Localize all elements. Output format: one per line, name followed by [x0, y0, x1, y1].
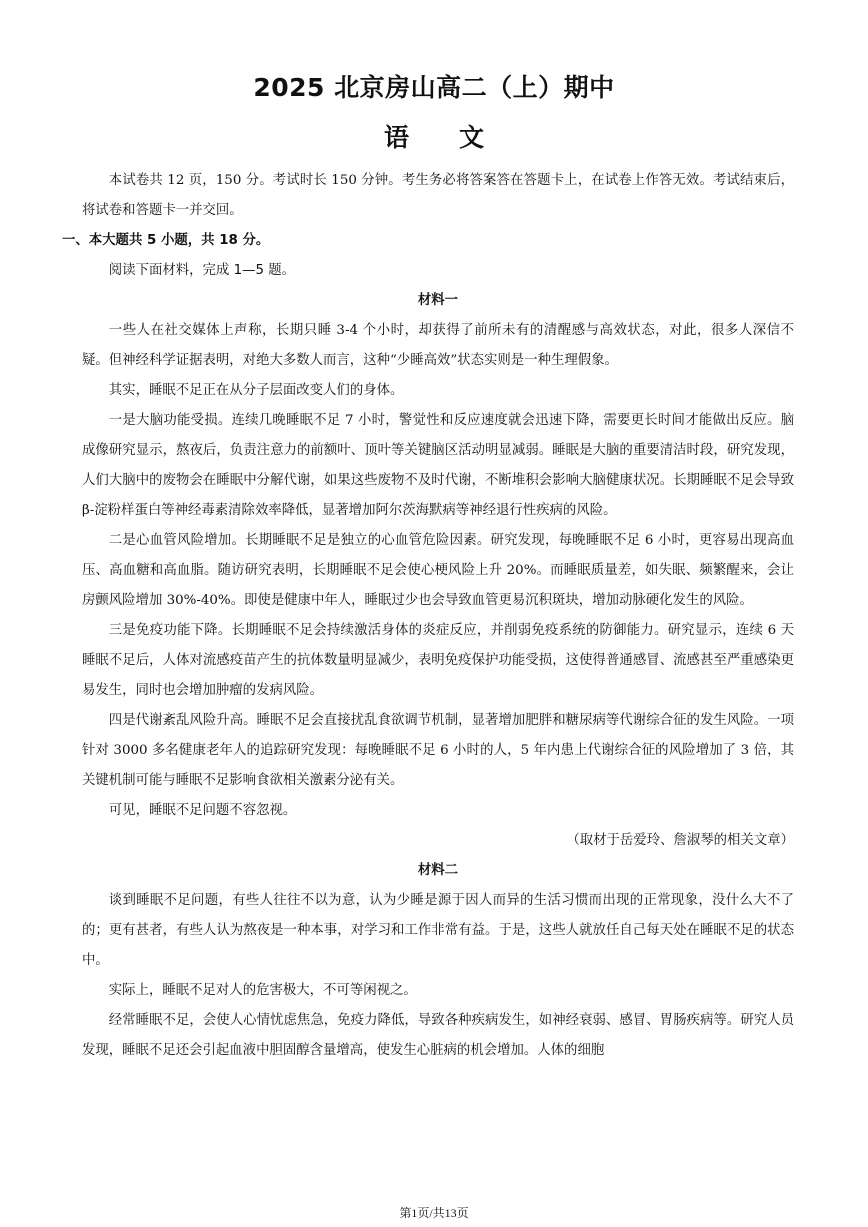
- material-2-title: 材料二: [417, 863, 459, 878]
- section-instruction: 阅读下面材料，完成 1—5 题。: [108, 263, 296, 278]
- material-1-paragraph: 可见，睡眠不足问题不容忽视。: [108, 803, 297, 818]
- material-1-paragraph: 一是大脑功能受损。连续几晚睡眠不足 7 小时，警觉性和反应速度就会迅速下降，需要更长时间才能做出反应。脑成像研究显示，熬夜后，负责注意力的前额叶、顶叶等关键脑区活动明显减弱。睡眠是大脑的重要清洁时段，研究发现，人们大脑中的废物会在睡眠中分解代谢，如果这些废物不及时代谢，不断堆积会影响大脑健康状况。长期睡眠不足会导致β-淀粉样蛋白等神经毒素清除效率降低，显著增加阿尔茨海默病等神经退行性疾病的风险。: [82, 413, 794, 518]
- exam-title: 2025 北京房山高二（上）期中: [253, 73, 615, 102]
- subject-title: 语文: [383, 123, 534, 152]
- material-2-paragraph: 经常睡眠不足，会使人心情忧虑焦急，免疫力降低，导致各种疾病发生，如神经衰弱、感冒、胃肠疾病等。研究人员发现，睡眠不足还会引起血液中胆固醇含量增高，使发生心脏病的机会增加。人体的细胞: [82, 1013, 794, 1058]
- page-number: 第1页/共13页: [399, 1206, 469, 1220]
- material-2-paragraph: 实际上，睡眠不足对人的危害极大，不可等闲视之。: [108, 983, 417, 998]
- section-heading: 一、本大题共 5 小题，共 18 分。: [62, 233, 270, 248]
- material-1-paragraph: 其实，睡眠不足正在从分子层面改变人们的身体。: [108, 383, 404, 398]
- exam-body: [62, 166, 794, 1066]
- material-1-source: （取材于岳爱玲、詹淑琴的相关文章）: [566, 833, 794, 848]
- material-1-paragraph: 三是免疫功能下降。长期睡眠不足会持续激活身体的炎症反应，并削弱免疫系统的防御能力。研究显示，连续 6 天睡眠不足后，人体对流感疫苗产生的抗体数量明显减少，表明免疫保护功能受损，这使得普通感冒、流感甚至严重感染更易发生，同时也会增加肿瘤的发病风险。: [82, 623, 794, 698]
- material-1-paragraph: 一些人在社交媒体上声称，长期只睡 3-4 个小时，却获得了前所未有的清醒感与高效状态，对此，很多人深信不疑。但神经科学证据表明，对绝大多数人而言，这种“少睡高效”状态实则是一种生理假象。: [82, 323, 794, 368]
- material-1-paragraph: 二是心血管风险增加。长期睡眠不足是独立的心血管危险因素。研究发现，每晚睡眠不足 6 小时，更容易出现高血压、高血糖和高血脂。随访研究表明，长期睡眠不足会使心梗风险上升 20%。而睡眠质量差，如失眠、频繁醒来，会让房颤风险增加 30%-40%。即使是健康中年人，睡眠过少也会导致血管更易沉积斑块，增加动脉硬化发生的风险。: [82, 533, 794, 608]
- material-1-title: 材料一: [417, 293, 459, 308]
- material-2-paragraph: 谈到睡眠不足问题，有些人往往不以为意，认为少睡是源于因人而异的生活习惯而出现的正常现象，没什么大不了的；更有甚者，有些人认为熬夜是一种本事，对学习和工作非常有益。于是，这些人就放任自己每天处在睡眠不足的状态中。: [82, 893, 794, 968]
- material-1-paragraph: 四是代谢紊乱风险升高。睡眠不足会直接扰乱食欲调节机制，显著增加肥胖和糖尿病等代谢综合征的发生风险。一项针对 3000 多名健康老年人的追踪研究发现：每晚睡眠不足 6 小时的人，5 年内患上代谢综合征的风险增加了 3 倍，其关键机制可能与睡眠不足影响食欲相关激素分泌有关。: [82, 713, 794, 788]
- intro-paragraph: 本试卷共 12 页，150 分。考试时长 150 分钟。考生务必将答案答在答题卡上，在试卷上作答无效。考试结束后，将试卷和答题卡一并交回。: [82, 173, 794, 218]
